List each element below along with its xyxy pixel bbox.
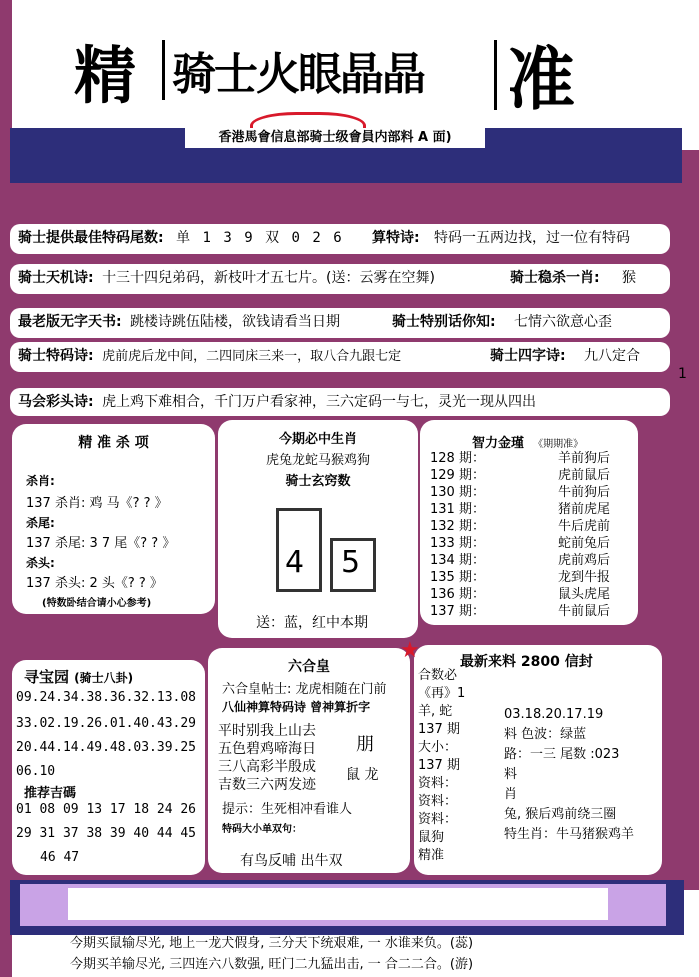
history-row [430, 501, 630, 518]
latest-left-line: 137 期 [418, 758, 460, 773]
header-left-char: 精 [74, 39, 137, 112]
history-period: 131 期： [430, 502, 485, 517]
zodiac-footer: 送：蓝，红中本期 [256, 615, 368, 631]
liuhe-title: 六合皇 [288, 659, 330, 675]
row-label: 骑士特码诗: [18, 348, 94, 364]
treasure-line: 09.24.34.38.36.32.13.08 [16, 690, 197, 705]
history-panel [420, 420, 638, 625]
row-text-2: 猴 [622, 270, 636, 286]
liuhe-small-title: 特码大小单双句： [222, 824, 302, 835]
history-period: 134 期： [430, 553, 485, 568]
row-tail-numbers [10, 224, 670, 254]
latest-right-line: 料 色波：绿蓝 [504, 727, 587, 742]
kill-note: (特数卧结合请小心参考) [42, 598, 152, 609]
row-label: 骑士提供最佳特码尾数: [18, 230, 164, 246]
latest-right-list [504, 705, 660, 845]
latest-right-line: 路：一三 尾数 :023 [504, 747, 620, 762]
kill-text: 137 杀尾: 3 7 尾《? ? 》 [26, 536, 176, 551]
liuhe-big-char: 朋 [356, 734, 374, 755]
history-period: 135 期： [430, 570, 485, 585]
row-tianji [10, 264, 670, 294]
row-label: 最老版无字天书: [18, 314, 122, 330]
row-tianshu [10, 308, 670, 338]
latest-left-line: 大小： [418, 740, 458, 755]
latest-left-line: 资料： [418, 794, 458, 809]
history-row [430, 535, 630, 552]
history-result: 虎前鸡后 [558, 553, 611, 568]
header-subtitle: 香港馬會信息部骑士级會員内部料 A 面) [218, 130, 452, 145]
history-period: 137 期： [430, 604, 485, 619]
treasure-line: 33.02.19.26.01.40.43.29 [16, 716, 197, 731]
liuhe-line1: 六合皇帖士: 龙虎相随在门前 [222, 682, 387, 697]
history-result: 羊前狗后 [558, 451, 611, 466]
history-row [430, 586, 630, 603]
liuhe-hint: 提示：生死相冲看谁人 [222, 802, 353, 817]
zodiac-list: 虎兔龙蛇马猴鸡狗 [265, 453, 370, 468]
history-title: 智力金瑾 [472, 436, 525, 451]
zodiac-panel [218, 420, 418, 638]
liuhe-line2: 八仙神算特码诗 曾神算折字 [222, 700, 371, 714]
history-result: 鼠头虎尾 [558, 587, 611, 602]
latest-right-line: 特生肖：牛马猪猴鸡羊 [504, 827, 635, 842]
kill-label: 杀肖: [26, 474, 55, 488]
latest-left-line: 资料： [418, 812, 458, 827]
row-caitou [10, 388, 670, 416]
row-text-2: 九八定合 [584, 348, 640, 364]
row-text: 虎前虎后龙中间，二四同床三来一，取八合九跟七定 [102, 349, 402, 364]
liuhe-poem: 五色碧鸡啼海日 [218, 741, 316, 757]
row-label-2: 算特诗: [372, 230, 420, 246]
latest-left-list [418, 667, 478, 865]
treasure-line: 06.10 [16, 764, 56, 779]
latest-left-line: 资料： [418, 776, 458, 791]
latest-title: 最新来料 2800 信封 [460, 654, 593, 670]
zodiac-subtitle: 骑士玄窍数 [285, 474, 351, 489]
history-result: 牛后虎前 [558, 519, 611, 534]
history-result: 牛前狗后 [558, 485, 611, 500]
liuhe-poem: 平时别我上山去 [218, 723, 316, 739]
treasure-line: 20.44.14.49.48.03.39.25 [16, 740, 197, 755]
latest-right-line: 03.18.20.17.19 [504, 707, 604, 722]
kill-panel-title: 精 准 杀 项 [78, 435, 149, 451]
latest-panel [414, 645, 662, 875]
latest-left-line: 137 期 [418, 722, 460, 737]
history-list [430, 450, 630, 620]
header-divider-right [494, 40, 497, 110]
kill-label: 杀尾: [26, 516, 55, 530]
row-text: 虎上鸡下难相合，千门万户看家神，三六定码一与七，灵光一现从四出 [102, 394, 537, 410]
history-result: 虎前鼠后 [558, 468, 611, 483]
latest-left-line: 羊, 蛇 [418, 704, 453, 719]
treasure-title: 寻宝园 [24, 668, 70, 686]
history-result: 蛇前兔后 [558, 536, 611, 551]
bottom-line: 今期买羊输尽光, 三四连六八数强, 旺门二九猛出击, 一 合二二合。(游) [70, 957, 474, 972]
subtitle-bar [185, 128, 485, 148]
kill-text: 137 杀肖: 鸡 马《? ? 》 [26, 496, 168, 511]
history-period: 132 期： [430, 519, 485, 534]
recommend-line: 46 47 [40, 850, 80, 865]
history-row [430, 467, 630, 484]
zodiac-title: 今期必中生肖 [278, 432, 357, 447]
row-label-2: 骑士四字诗: [490, 348, 566, 364]
digit-box-right [330, 538, 376, 592]
row-text: 十三十四兒弟码，新枝叶才五七片。(送：云雾在空舞) [102, 270, 435, 286]
history-period: 129 期： [430, 468, 485, 483]
side-mark: 1 [678, 366, 687, 382]
history-result: 猪前虎尾 [558, 502, 611, 517]
kill-label: 杀头: [26, 556, 55, 570]
history-row [430, 450, 630, 467]
row-label: 马会彩头诗: [18, 394, 94, 410]
liuhe-poem: 吉数三六两发迹 [218, 777, 316, 793]
history-row [430, 569, 630, 586]
latest-right-line: 兔, 猴后鸡前绕三圈 [504, 807, 617, 822]
row-tema-poem [10, 342, 670, 372]
header [12, 20, 652, 120]
row-label-2: 骑士特别话你知: [392, 314, 496, 330]
row-text-2: 七情六欲意心歪 [514, 314, 612, 330]
row-text: 单 1 3 9 双 0 2 6 [176, 230, 344, 246]
header-right-char: 准 [507, 40, 576, 120]
header-divider-left [162, 40, 165, 100]
history-period: 133 期： [430, 536, 485, 551]
liuhe-poem: 三八高彩半殷成 [218, 759, 316, 775]
recommend-line: 29 31 37 38 39 40 44 45 [16, 826, 197, 841]
history-result: 龙到牛报 [558, 570, 611, 585]
treasure-header [24, 666, 133, 687]
header-title: 骑士火眼晶晶 [172, 49, 424, 100]
latest-left-line: 精准 [418, 848, 445, 863]
kill-text: 137 杀头: 2 头《? ? 》 [26, 576, 163, 591]
row-label: 骑士天机诗: [18, 270, 94, 286]
latest-left-line: 《再》1 [418, 686, 466, 701]
treasure-panel [12, 660, 205, 875]
digit-left: 4 [285, 545, 305, 580]
history-row [430, 484, 630, 501]
recommend-line: 01 08 09 13 17 18 24 26 [16, 802, 197, 817]
liuhe-chars: 鼠 龙 [346, 767, 379, 783]
digit-right: 5 [341, 545, 361, 580]
history-period: 136 期： [430, 587, 485, 602]
latest-right-line: 肖 [504, 787, 518, 802]
star-icon: ★ [400, 638, 420, 663]
treasure-tag: (骑士八卦) [74, 671, 134, 685]
history-tag: 《期期准》 [533, 439, 584, 450]
row-label-2: 骑士稳杀一肖: [510, 270, 600, 286]
kill-panel [12, 424, 215, 614]
liuhe-panel [208, 648, 410, 873]
row-text: 跳楼诗跳伍陆楼，欲钱请看当日期 [130, 314, 341, 330]
history-header [472, 432, 583, 451]
rows-band [10, 183, 682, 415]
latest-left-line: 合数必 [418, 668, 458, 683]
history-period: 130 期： [430, 485, 485, 500]
footer-white-strip [68, 888, 608, 920]
latest-right-line: 料 [504, 767, 518, 782]
bottom-line: 今期买鼠输尽光, 地上一龙犬假身, 三分天下统艰难, 一 水谁来负。(蕊) [70, 936, 474, 951]
history-period: 128 期： [430, 451, 485, 466]
history-row [430, 518, 630, 535]
recommend-title: 推荐吉碼 [24, 786, 77, 801]
liuhe-footer: 有鸟反哺 出牛双 [240, 853, 343, 869]
history-row [430, 552, 630, 569]
row-text-2: 特码一五两边找，过一位有特码 [434, 230, 630, 246]
history-row [430, 603, 630, 620]
latest-left-line: 鼠狗 [418, 830, 445, 845]
history-result: 牛前鼠后 [558, 604, 611, 619]
digit-box-left [276, 508, 322, 592]
